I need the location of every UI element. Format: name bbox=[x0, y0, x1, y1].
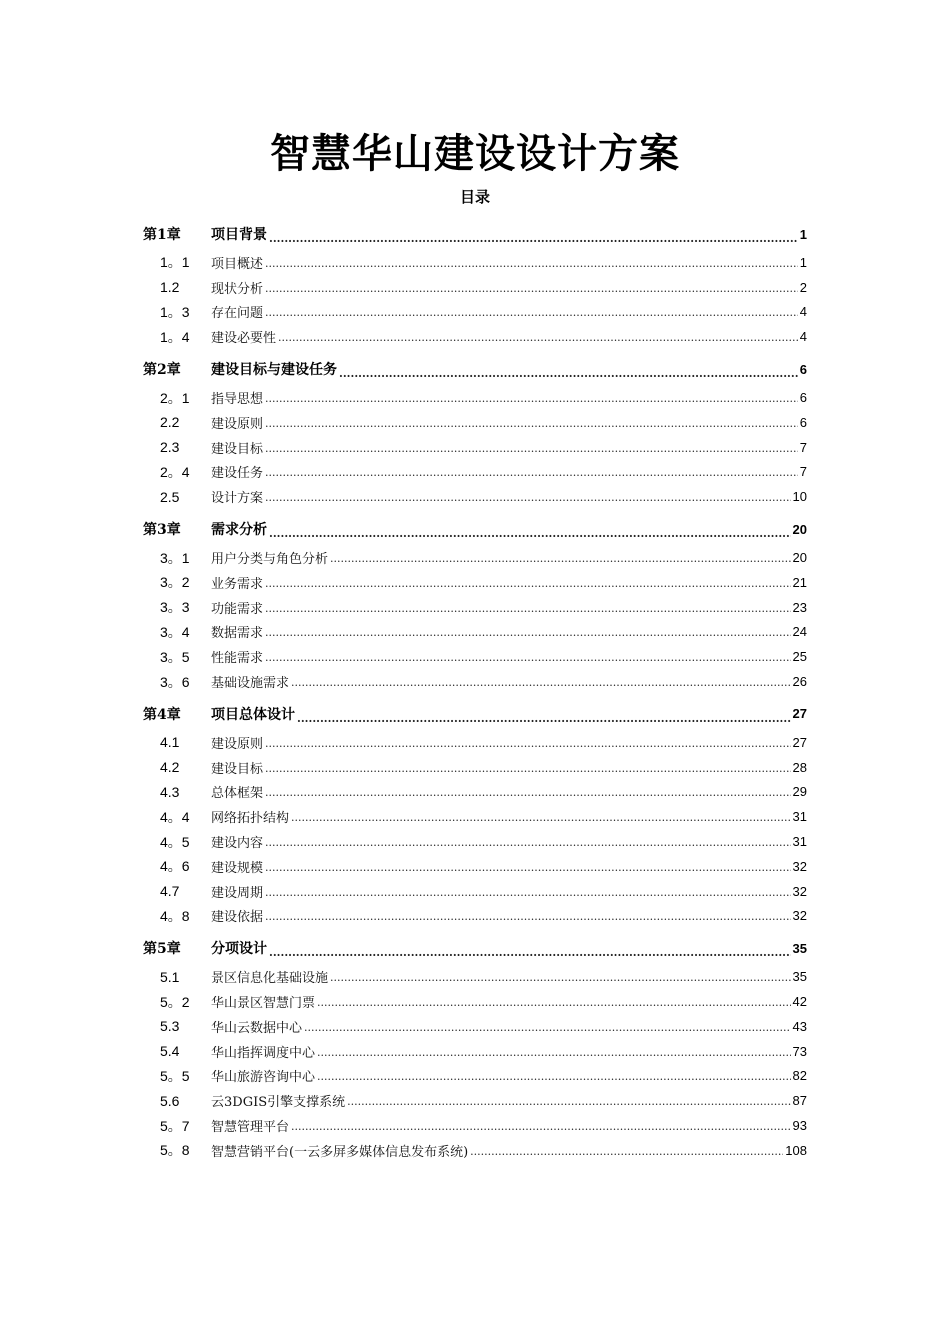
toc-page-number: 82 bbox=[792, 1068, 807, 1084]
toc-entry-title: 存在问题 bbox=[211, 306, 264, 322]
toc-chapter-entry[interactable] bbox=[143, 698, 807, 730]
toc-entry-title: 华山旅游咨询中心 bbox=[211, 1070, 316, 1086]
toc-page-number: 23 bbox=[792, 599, 807, 615]
toc-entry-title: 项目概述 bbox=[211, 256, 264, 272]
toc-entry-number: 4.3 bbox=[160, 783, 180, 800]
toc-entry-title: 指导思想 bbox=[211, 392, 264, 408]
toc-dot-leader bbox=[265, 912, 791, 928]
toc-entry-title: 需求分析 bbox=[211, 522, 267, 539]
toc-entry-number: 4。5 bbox=[160, 833, 190, 850]
toc-section-entry[interactable] bbox=[143, 410, 807, 435]
toc-page-number: 32 bbox=[792, 908, 807, 924]
toc-dot-leader bbox=[265, 739, 791, 755]
toc-page-number: 31 bbox=[792, 834, 807, 850]
toc-entry-number: 2.2 bbox=[160, 414, 180, 431]
toc-section-entry[interactable] bbox=[143, 435, 807, 460]
toc-entry-title: 云3DGIS引擎支撑系统 bbox=[211, 1095, 346, 1111]
toc-section-entry[interactable] bbox=[143, 879, 807, 904]
toc-entry-number: 5.4 bbox=[160, 1043, 180, 1060]
toc-entry-title: 建设内容 bbox=[211, 836, 264, 852]
toc-page-number: 7 bbox=[799, 464, 807, 480]
toc-page-number: 1 bbox=[799, 226, 807, 242]
toc-page-number: 73 bbox=[792, 1043, 807, 1059]
toc-section-entry[interactable] bbox=[143, 570, 807, 595]
toc-page-number: 2 bbox=[799, 279, 807, 295]
toc-section-entry[interactable] bbox=[143, 545, 807, 570]
toc-entry-number: 5。2 bbox=[160, 993, 190, 1010]
toc-entry-title: 项目总体设计 bbox=[211, 706, 295, 723]
toc-entry-title: 功能需求 bbox=[211, 601, 264, 617]
toc-page-number: 4 bbox=[799, 304, 807, 320]
toc-entry-title: 建设目标 bbox=[211, 761, 264, 777]
toc-dot-leader bbox=[269, 529, 791, 545]
toc-section-entry[interactable] bbox=[143, 595, 807, 620]
toc-entry-number: 1。3 bbox=[160, 303, 190, 320]
toc-entry-number: 2.3 bbox=[160, 439, 180, 456]
toc-entry-title: 建设原则 bbox=[211, 416, 264, 432]
toc-dot-leader bbox=[291, 1122, 791, 1138]
toc-section-entry[interactable] bbox=[143, 904, 807, 929]
toc-section-entry[interactable] bbox=[143, 1064, 807, 1089]
toc-entry-title: 数据需求 bbox=[211, 626, 264, 642]
toc-section-entry[interactable] bbox=[143, 644, 807, 669]
toc-dot-leader bbox=[317, 998, 791, 1014]
toc-entry-number: 4。6 bbox=[160, 858, 190, 875]
toc-dot-leader bbox=[339, 369, 798, 385]
toc-entry-title: 网络拓扑结构 bbox=[211, 811, 290, 827]
toc-section-entry[interactable] bbox=[143, 324, 807, 349]
toc-entry-number: 第4章 bbox=[143, 706, 181, 723]
toc-section-entry[interactable] bbox=[143, 1138, 807, 1163]
toc-page-number: 27 bbox=[792, 706, 807, 722]
toc-entry-number: 4。8 bbox=[160, 907, 190, 924]
toc-chapter-entry[interactable] bbox=[143, 513, 807, 545]
toc-page-number: 6 bbox=[799, 414, 807, 430]
toc-entry-title: 基础设施需求 bbox=[211, 676, 290, 692]
toc-entry-title: 用户分类与角色分析 bbox=[211, 552, 329, 568]
toc-entry-number: 4.2 bbox=[160, 759, 180, 776]
toc-section-entry[interactable] bbox=[143, 989, 807, 1014]
toc-dot-leader bbox=[330, 554, 791, 570]
toc-dot-leader bbox=[269, 234, 798, 250]
toc-page-number: 27 bbox=[792, 734, 807, 750]
toc-page-number: 7 bbox=[799, 439, 807, 455]
toc-section-entry[interactable] bbox=[143, 620, 807, 645]
toc-page-number: 10 bbox=[792, 489, 807, 505]
toc-section-entry[interactable] bbox=[143, 730, 807, 755]
toc-entry-number: 1。1 bbox=[160, 254, 190, 271]
toc-dot-leader bbox=[265, 419, 798, 435]
toc-entry-title: 景区信息化基础设施 bbox=[211, 971, 329, 987]
toc-section-entry[interactable] bbox=[143, 275, 807, 300]
toc-dot-leader bbox=[291, 813, 791, 829]
toc-entry-title: 建设原则 bbox=[211, 736, 264, 752]
toc-page-number: 25 bbox=[792, 649, 807, 665]
toc-entry-number: 第2章 bbox=[143, 362, 181, 379]
toc-entry-number: 2.5 bbox=[160, 488, 180, 505]
toc-page-number: 108 bbox=[785, 1142, 807, 1158]
toc-page-number: 32 bbox=[792, 858, 807, 874]
toc-dot-leader bbox=[347, 1097, 790, 1113]
toc-page-number: 93 bbox=[792, 1118, 807, 1133]
toc-section-entry[interactable] bbox=[143, 250, 807, 275]
toc-dot-leader bbox=[265, 788, 791, 804]
toc-entry-number: 4.1 bbox=[160, 734, 180, 751]
toc-dot-leader bbox=[265, 284, 798, 300]
toc-heading: 目录 bbox=[459, 188, 490, 206]
toc-page-number: 35 bbox=[792, 969, 807, 985]
toc-page-number: 6 bbox=[799, 361, 807, 377]
toc-entry-number: 5.3 bbox=[160, 1018, 180, 1035]
toc-dot-leader bbox=[265, 604, 791, 620]
toc-entry-number: 2。4 bbox=[160, 463, 190, 480]
toc-page-number: 31 bbox=[792, 809, 807, 825]
toc-section-entry[interactable] bbox=[143, 829, 807, 854]
toc-section-entry[interactable] bbox=[143, 484, 807, 509]
toc-entry-title: 建设规模 bbox=[211, 860, 264, 876]
toc-entry-number: 5.1 bbox=[160, 968, 180, 985]
toc-section-entry[interactable] bbox=[143, 1039, 807, 1064]
toc-section-entry[interactable] bbox=[143, 460, 807, 485]
toc-entry-number: 3。1 bbox=[160, 549, 190, 566]
toc-entry-title: 华山云数据中心 bbox=[211, 1020, 303, 1036]
toc-dot-leader bbox=[291, 678, 791, 694]
toc-page-number: 20 bbox=[792, 521, 807, 537]
toc-dot-leader bbox=[317, 1072, 791, 1088]
toc-section-entry[interactable] bbox=[143, 780, 807, 805]
toc-entry-title: 分项设计 bbox=[211, 941, 267, 958]
toc-page-number: 20 bbox=[792, 550, 807, 566]
toc-entry-title: 智慧管理平台 bbox=[211, 1120, 290, 1135]
toc-entry-number: 第3章 bbox=[143, 522, 181, 539]
toc-entry-title: 华山指挥调度中心 bbox=[211, 1045, 316, 1061]
toc-entry-number: 1.2 bbox=[160, 279, 180, 296]
toc-page-number: 28 bbox=[792, 759, 807, 775]
toc-page-number: 24 bbox=[792, 624, 807, 640]
toc-page-number: 87 bbox=[792, 1093, 807, 1109]
toc-dot-leader bbox=[265, 653, 791, 669]
toc-entry-title: 现状分析 bbox=[211, 281, 264, 297]
toc-dot-leader bbox=[269, 948, 791, 964]
toc-chapter-entry[interactable] bbox=[143, 218, 807, 250]
toc-entry-number: 5。7 bbox=[160, 1117, 190, 1134]
toc-dot-leader bbox=[265, 863, 791, 879]
toc-dot-leader bbox=[265, 838, 791, 854]
toc-page-number: 1 bbox=[799, 254, 807, 270]
toc-page-number: 43 bbox=[792, 1018, 807, 1034]
toc-entry-title: 建设必要性 bbox=[211, 331, 277, 347]
toc-entry-number: 3。6 bbox=[160, 673, 190, 690]
toc-page-number: 6 bbox=[799, 390, 807, 406]
toc-section-entry[interactable] bbox=[143, 1113, 807, 1138]
toc-entry-number: 第1章 bbox=[143, 227, 181, 243]
toc-entry-number: 5。8 bbox=[160, 1142, 190, 1159]
toc-entry-number: 4。4 bbox=[160, 808, 190, 825]
toc-entry-number: 4.7 bbox=[160, 883, 180, 900]
toc-section-entry[interactable] bbox=[143, 854, 807, 879]
toc-dot-leader bbox=[278, 333, 798, 349]
toc-page-number: 29 bbox=[792, 784, 807, 800]
toc-entry-number: 5.6 bbox=[160, 1092, 180, 1109]
toc-entry-number: 3。4 bbox=[160, 623, 190, 640]
toc-entry-number: 第5章 bbox=[143, 941, 181, 958]
toc-entry-number: 3。5 bbox=[160, 648, 190, 665]
toc-dot-leader bbox=[317, 1048, 791, 1064]
toc-page-number: 32 bbox=[792, 883, 807, 899]
toc-section-entry[interactable] bbox=[143, 1088, 807, 1113]
toc-entry-number: 5。5 bbox=[160, 1067, 190, 1084]
toc-dot-leader bbox=[265, 394, 798, 410]
toc-entry-number: 1。4 bbox=[160, 328, 190, 345]
toc-section-entry[interactable] bbox=[143, 669, 807, 694]
toc-dot-leader bbox=[304, 1023, 791, 1039]
toc-dot-leader bbox=[265, 628, 791, 644]
toc-entry-number: 3。3 bbox=[160, 599, 190, 616]
toc-page-number: 35 bbox=[792, 940, 807, 956]
toc-dot-leader bbox=[470, 1147, 783, 1163]
toc-dot-leader bbox=[330, 973, 791, 989]
toc-chapter-entry[interactable] bbox=[143, 353, 807, 385]
toc-page-number: 42 bbox=[792, 994, 807, 1010]
toc-entry-title: 建设依据 bbox=[211, 910, 264, 926]
toc-dot-leader bbox=[265, 259, 798, 275]
toc-entry-title: 项目背景 bbox=[211, 227, 267, 243]
toc-section-entry[interactable] bbox=[143, 300, 807, 325]
toc-dot-leader bbox=[265, 764, 791, 780]
toc-dot-leader bbox=[265, 493, 791, 509]
toc-page-number: 26 bbox=[792, 674, 807, 690]
toc-chapter-entry[interactable] bbox=[143, 932, 807, 964]
toc-dot-leader bbox=[265, 468, 798, 484]
toc-dot-leader bbox=[265, 444, 798, 460]
toc-page-number: 4 bbox=[799, 329, 807, 345]
toc-entry-title: 设计方案 bbox=[211, 491, 264, 507]
toc-section-entry[interactable] bbox=[143, 385, 807, 410]
toc-dot-leader bbox=[265, 888, 791, 904]
toc-entry-title: 性能需求 bbox=[211, 651, 264, 667]
toc-entry-title: 华山景区智慧门票 bbox=[211, 996, 316, 1012]
toc-dot-leader bbox=[297, 714, 791, 730]
toc-dot-leader bbox=[265, 308, 798, 324]
toc-section-entry[interactable] bbox=[143, 1014, 807, 1039]
toc-entry-number: 2。1 bbox=[160, 389, 190, 406]
toc-entry-number: 3。2 bbox=[160, 574, 190, 591]
toc-section-entry[interactable] bbox=[143, 804, 807, 829]
toc-section-entry[interactable] bbox=[143, 755, 807, 780]
toc-section-entry[interactable] bbox=[143, 964, 807, 989]
toc-entry-title: 总体框架 bbox=[211, 786, 264, 802]
toc-entry-title: 建设目标 bbox=[211, 441, 264, 457]
table-of-contents bbox=[143, 218, 807, 1163]
toc-page-number: 21 bbox=[792, 574, 807, 590]
toc-entry-title: 业务需求 bbox=[211, 576, 264, 592]
document-title: 智慧华山建设设计方案 bbox=[270, 131, 680, 177]
toc-entry-title: 智慧营销平台(一云多屏多媒体信息发布系统) bbox=[211, 1144, 469, 1160]
toc-entry-title: 建设目标与建设任务 bbox=[211, 362, 337, 379]
toc-dot-leader bbox=[265, 579, 791, 595]
toc-entry-title: 建设周期 bbox=[211, 885, 264, 901]
toc-entry-title: 建设任务 bbox=[211, 466, 264, 482]
